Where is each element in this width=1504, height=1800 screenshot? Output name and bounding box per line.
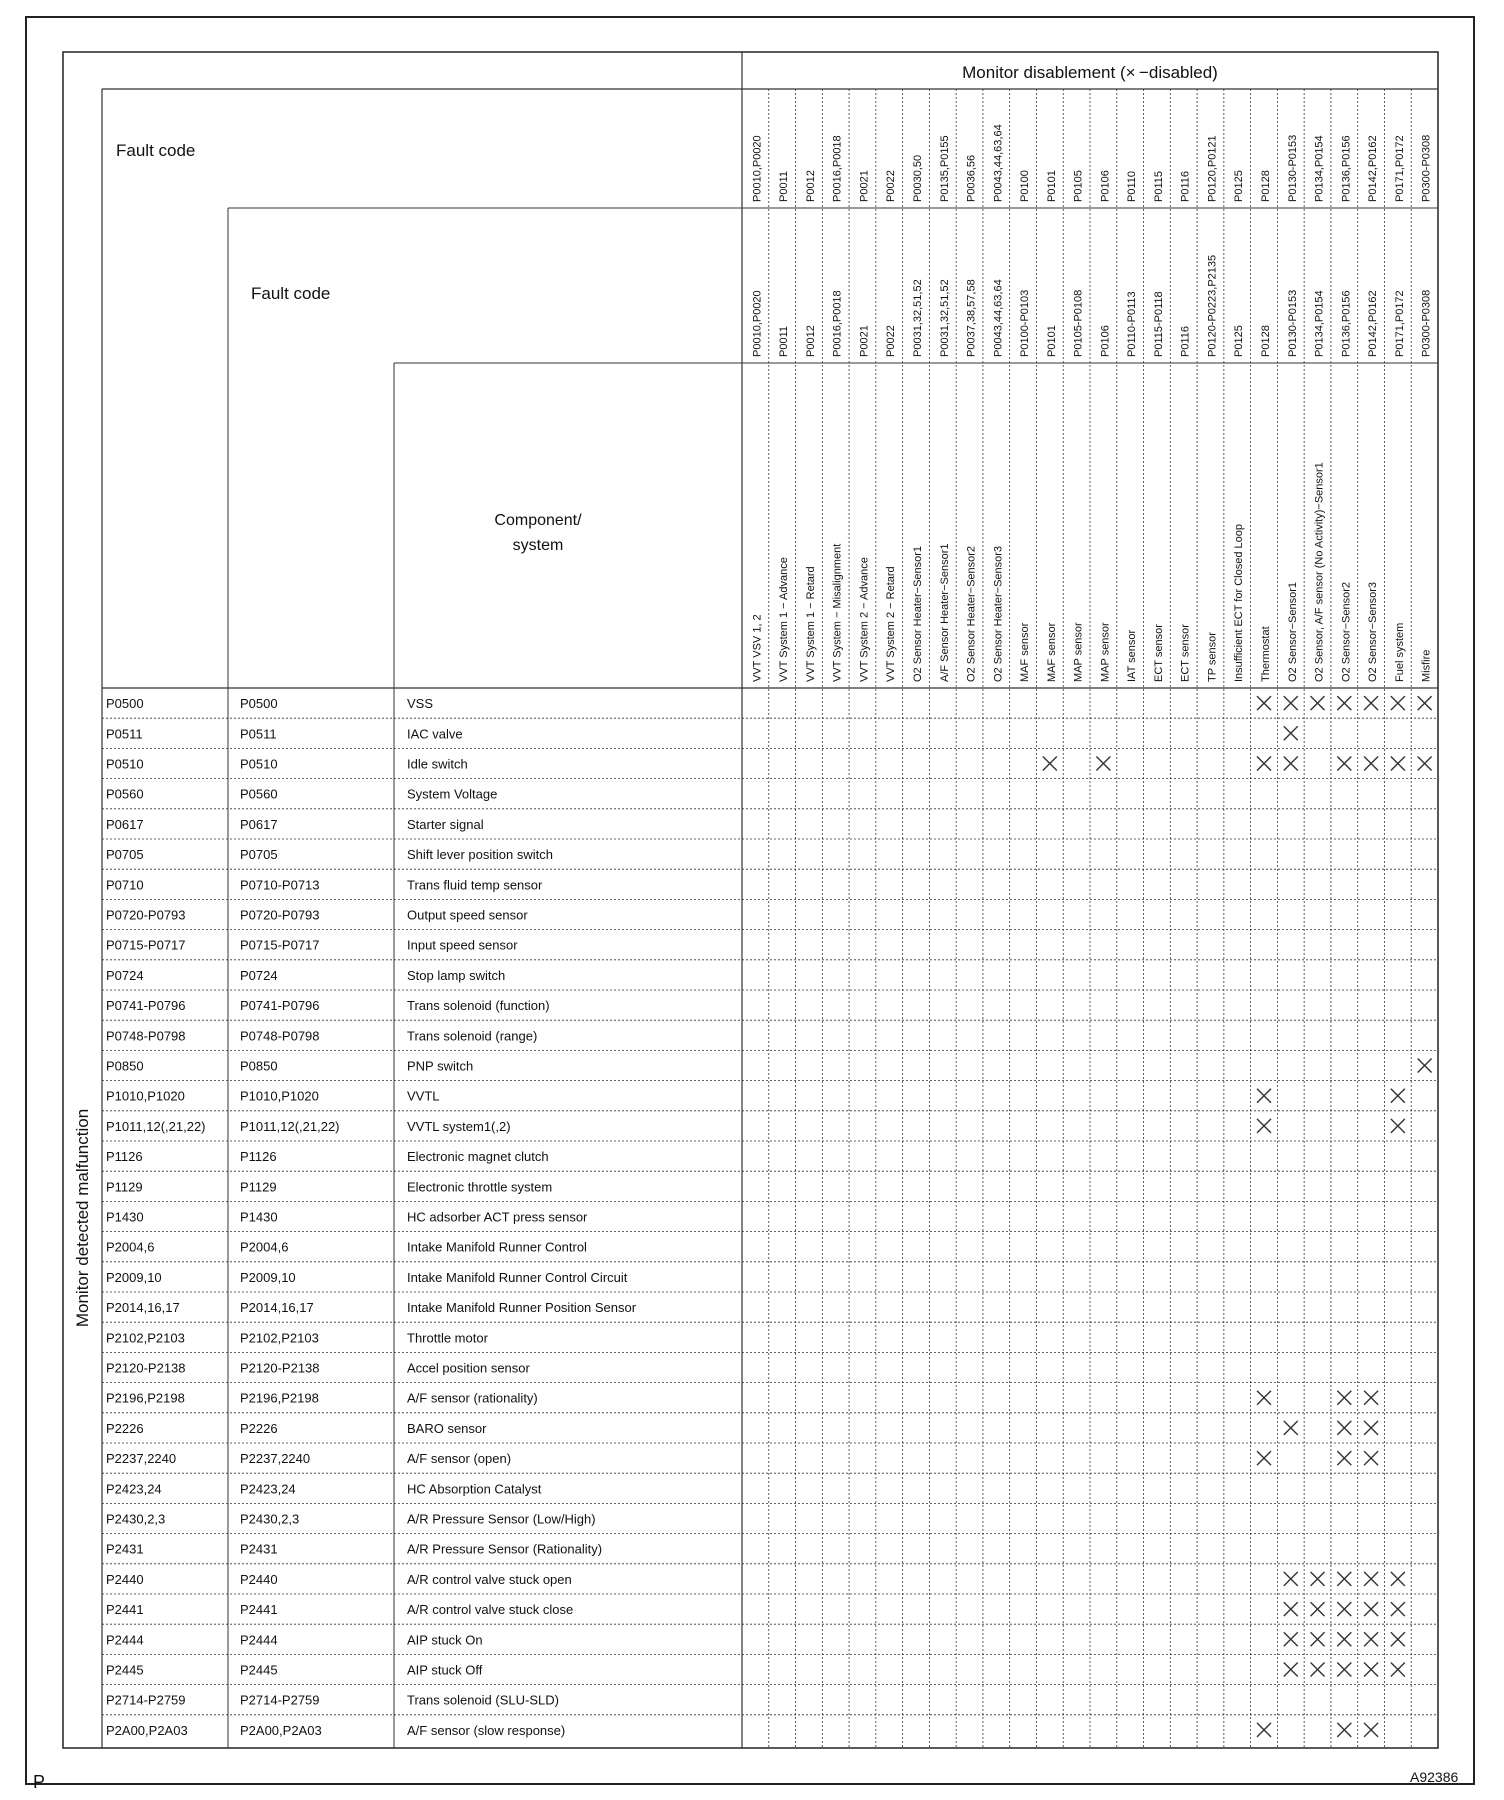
row-component: VSS [407,696,434,712]
row-component: A/F sensor (open) [407,1451,512,1467]
row-component: HC Absorption Catalyst [407,1481,542,1497]
row-fault-code-detail: P2423,24 [240,1481,296,1497]
row-fault-code-detail: P2237,2240 [240,1451,311,1467]
row-fault-code-detail: P1011,12(,21,22) [240,1118,340,1134]
column-component: Thermostat [1260,626,1272,682]
row-fault-code: P1430 [106,1209,144,1225]
row-fault-code-detail: P2014,16,17 [240,1300,314,1316]
row-component: VVTL [407,1088,440,1104]
row-component: AIP stuck On [407,1632,483,1648]
component-header-line2: system [512,537,564,554]
row-component: Trans solenoid (SLU-SLD) [407,1692,559,1708]
column-component: VVT System 2 − Retard [885,566,898,682]
row-fault-code: P1010,P1020 [106,1088,185,1104]
column-fault-code-mid: P0022 [885,325,898,357]
column-component: TP sensor [1206,632,1219,682]
row-component: Intake Manifold Runner Control [407,1239,587,1255]
row-component: Starter signal [407,816,484,832]
row-fault-code-detail: P1126 [240,1149,277,1165]
row-fault-code-detail: P0748-P0798 [240,1028,320,1044]
column-component: ECT sensor [1179,624,1192,682]
column-fault-code-top: P0012 [804,170,817,202]
row-fault-code-detail: P2A00,P2A03 [240,1722,322,1738]
column-fault-code-top: P0016,P0018 [831,135,844,202]
row-component: Shift lever position switch [407,847,553,863]
side-label: Monitor detected malfunction [73,1108,92,1328]
row-fault-code-detail: P2009,10 [240,1269,296,1285]
row-component: HC adsorber ACT press sensor [407,1209,588,1225]
column-fault-code-top: P0134,P0154 [1313,135,1326,202]
row-component: A/F sensor (slow response) [407,1722,566,1738]
row-fault-code-detail: P2226 [240,1420,278,1436]
row-component: AIP stuck Off [407,1662,483,1678]
row-fault-code: P0850 [106,1058,144,1074]
column-fault-code-mid: P0031,32,51,52 [912,279,924,357]
column-component: Fuel system [1393,622,1406,682]
row-component: Throttle motor [407,1330,488,1346]
row-fault-code: P2237,2240 [106,1451,177,1467]
column-fault-code-top: P0106 [1099,170,1112,202]
row-fault-code-detail: P0510 [240,756,278,772]
row-fault-code: P2014,16,17 [106,1300,180,1316]
column-fault-code-top: P0135,P0155 [938,135,951,202]
column-component: A/F Sensor Heater−Sensor1 [938,543,951,682]
column-component: IAT sensor [1126,629,1139,682]
figure-id: A92386 [1410,1769,1459,1785]
column-fault-code-top: P0101 [1045,170,1058,202]
column-fault-code-mid: P0115-P0118 [1152,291,1165,357]
column-component: O2 Sensor, A/F sensor (No Activity)−Sensor1 [1313,462,1326,682]
row-component: Intake Manifold Runner Control Circuit [407,1269,628,1285]
column-fault-code-mid: P0116 [1179,326,1192,357]
row-fault-code: P2714-P2759 [106,1692,186,1708]
row-component: Input speed sensor [407,937,518,953]
column-component: VVT System 1 − Advance [778,557,791,682]
row-fault-code-detail: P2004,6 [240,1239,289,1255]
column-fault-code-top: P0116 [1179,171,1192,202]
row-component: Intake Manifold Runner Position Sensor [407,1300,637,1316]
column-fault-code-mid: P0128 [1260,325,1272,357]
row-fault-code-detail: P2120-P2138 [240,1360,320,1376]
row-fault-code-detail: P0724 [240,967,278,983]
row-fault-code: P0724 [106,967,144,983]
column-fault-code-mid: P0136,P0156 [1340,290,1353,357]
column-fault-code-top: P0115 [1152,171,1165,202]
column-fault-code-mid: P0120-P0223,P2135 [1206,254,1219,357]
column-fault-code-mid: P0106 [1099,325,1112,357]
row-fault-code: P0560 [106,786,144,802]
row-fault-code-detail: P2440 [240,1571,278,1587]
row-component: Output speed sensor [407,907,528,923]
column-component: Insufficient ECT for Closed Loop [1233,524,1246,682]
column-fault-code-top: P0030,50 [912,154,924,202]
column-fault-code-mid: P0016,P0018 [831,290,844,357]
row-fault-code-detail: P2445 [240,1662,278,1678]
column-fault-code-top: P0105 [1072,170,1085,202]
column-fault-code-top: P0171,P0172 [1393,135,1406,202]
column-fault-code-mid: P0037,38,57,58 [965,279,978,357]
column-fault-code-top: P0125 [1233,170,1246,202]
column-component: O2 Sensor−Sensor2 [1340,582,1353,682]
column-fault-code-top: P0110 [1126,171,1139,202]
fault-code-header-mid: Fault code [251,284,331,303]
row-component: A/R control valve stuck open [407,1571,572,1587]
row-fault-code-detail: P0720-P0793 [240,907,320,923]
column-fault-code-top: P0142,P0162 [1367,135,1380,202]
column-fault-code-top: P0022 [885,170,898,202]
column-fault-code-mid: P0130-P0153 [1286,289,1299,357]
column-fault-code-mid: P0134,P0154 [1313,290,1326,357]
column-component: O2 Sensor−Sensor1 [1286,582,1299,682]
column-component: O2 Sensor−Sensor3 [1367,582,1380,682]
row-fault-code-detail: P1430 [240,1209,278,1225]
row-component: Trans solenoid (function) [407,998,550,1014]
column-component: O2 Sensor Heater−Sensor1 [912,545,924,682]
row-fault-code: P2A00,P2A03 [106,1722,188,1738]
column-fault-code-mid: P0100-P0103 [1019,289,1032,357]
row-fault-code: P0510 [106,756,144,772]
row-component: IAC valve [407,726,463,742]
row-fault-code: P1126 [106,1149,143,1165]
column-component: VVT System 2 − Advance [858,557,871,682]
row-component: Idle switch [407,756,468,772]
column-component: O2 Sensor Heater−Sensor2 [965,545,978,682]
row-fault-code: P2196,P2198 [106,1390,185,1406]
row-fault-code-detail: P0705 [240,847,278,863]
row-component: A/F sensor (rationality) [407,1390,538,1406]
row-fault-code-detail: P1129 [240,1179,277,1195]
row-fault-code-detail: P0710-P0713 [240,877,320,893]
column-component: VVT System − Misalignment [831,543,844,682]
row-component: A/R Pressure Sensor (Rationality) [407,1541,603,1557]
row-fault-code-detail: P0560 [240,786,278,802]
column-fault-code-mid: P0105-P0108 [1072,289,1085,357]
column-component: MAP sensor [1099,622,1112,682]
row-fault-code-detail: P0715-P0717 [240,937,320,953]
row-fault-code: P2444 [106,1632,144,1648]
column-fault-code-mid: P0101 [1045,325,1058,357]
column-fault-code-mid: P0011 [778,326,791,357]
row-component: BARO sensor [407,1420,487,1436]
row-component: A/R Pressure Sensor (Low/High) [407,1511,596,1527]
column-fault-code-mid: P0142,P0162 [1367,290,1380,357]
row-fault-code-detail: P0511 [240,726,277,742]
row-fault-code-detail: P2196,P2198 [240,1390,319,1406]
row-fault-code: P2445 [106,1662,144,1678]
column-fault-code-mid: P0300-P0308 [1420,289,1433,357]
row-fault-code-detail: P0617 [240,816,278,832]
column-fault-code-top: P0036,56 [965,154,978,202]
row-fault-code-detail: P2714-P2759 [240,1692,320,1708]
column-fault-code-mid: P0010,P0020 [751,290,764,357]
row-component: PNP switch [407,1058,474,1074]
row-fault-code: P0511 [106,726,143,742]
row-fault-code-detail: P0850 [240,1058,278,1074]
row-component: System Voltage [407,786,498,802]
column-fault-code-top: P0300-P0308 [1420,134,1433,202]
row-fault-code-detail: P2102,P2103 [240,1330,319,1346]
column-fault-code-mid: P0043,44,63,64 [992,279,1005,357]
row-fault-code-detail: P0500 [240,696,278,712]
column-fault-code-top: P0043,44,63,64 [992,124,1005,202]
row-fault-code-detail: P2441 [240,1602,278,1618]
row-fault-code: P2441 [106,1602,144,1618]
column-fault-code-mid: P0021 [858,325,871,357]
component-header-line1: Component/ [494,512,582,529]
row-fault-code: P2009,10 [106,1269,162,1285]
row-fault-code: P0617 [106,816,144,832]
column-component: VVT System 1 − Retard [804,566,817,682]
row-component: VVTL system1(,2) [407,1118,511,1134]
column-fault-code-mid: P0031,32,51,52 [938,279,951,357]
row-component: Electronic magnet clutch [407,1149,549,1165]
column-fault-code-mid: P0110-P0113 [1126,291,1139,357]
row-fault-code-detail: P2431 [240,1541,278,1557]
row-fault-code-detail: P2430,2,3 [240,1511,300,1527]
row-fault-code: P0720-P0793 [106,907,186,923]
column-fault-code-mid: P0125 [1233,325,1246,357]
column-fault-code-mid: P0171,P0172 [1393,290,1406,357]
row-fault-code: P2423,24 [106,1481,162,1497]
column-fault-code-top: P0130-P0153 [1286,134,1299,202]
row-fault-code: P1011,12(,21,22) [106,1118,206,1134]
column-fault-code-top: P0136,P0156 [1340,135,1353,202]
column-fault-code-top: P0128 [1260,170,1272,202]
column-component: MAF sensor [1045,622,1058,682]
column-fault-code-top: P0010,P0020 [751,135,764,202]
row-fault-code: P2431 [106,1541,144,1557]
column-fault-code-mid: P0012 [804,325,817,357]
row-fault-code: P0710 [106,877,144,893]
row-component: Accel position sensor [407,1360,530,1376]
row-fault-code: P2440 [106,1571,144,1587]
row-component: Trans fluid temp sensor [407,877,543,893]
column-component: Misfire [1420,649,1433,682]
row-fault-code: P1129 [106,1179,143,1195]
row-fault-code-detail: P0741-P0796 [240,998,320,1014]
row-fault-code-detail: P2444 [240,1632,278,1648]
monitor-disablement-title: Monitor disablement (× −disabled) [962,63,1218,82]
row-fault-code: P2102,P2103 [106,1330,185,1346]
row-fault-code: P2430,2,3 [106,1511,166,1527]
row-component: Trans solenoid (range) [407,1028,538,1044]
column-component: MAF sensor [1019,622,1032,682]
fault-code-header-top: Fault code [116,141,196,160]
row-component: A/R control valve stuck close [407,1602,574,1618]
row-fault-code-detail: P1010,P1020 [240,1088,319,1104]
column-component: VVT VSV 1, 2 [751,614,764,682]
row-component: Electronic throttle system [407,1179,553,1195]
column-fault-code-top: P0100 [1019,170,1032,202]
row-fault-code: P2004,6 [106,1239,155,1255]
row-component: Stop lamp switch [407,967,506,983]
column-fault-code-top: P0011 [778,171,791,202]
row-fault-code: P0500 [106,696,144,712]
row-fault-code: P2120-P2138 [106,1360,186,1376]
row-fault-code: P0705 [106,847,144,863]
column-fault-code-top: P0021 [858,170,871,202]
column-component: MAP sensor [1072,622,1085,682]
page-letter: P [33,1772,46,1792]
column-fault-code-top: P0120,P0121 [1206,135,1219,202]
row-fault-code: P0715-P0717 [106,937,186,953]
row-fault-code: P0741-P0796 [106,998,186,1014]
column-component: O2 Sensor Heater−Sensor3 [992,545,1005,682]
row-fault-code: P2226 [106,1420,144,1436]
row-fault-code: P0748-P0798 [106,1028,186,1044]
column-component: ECT sensor [1152,624,1165,682]
